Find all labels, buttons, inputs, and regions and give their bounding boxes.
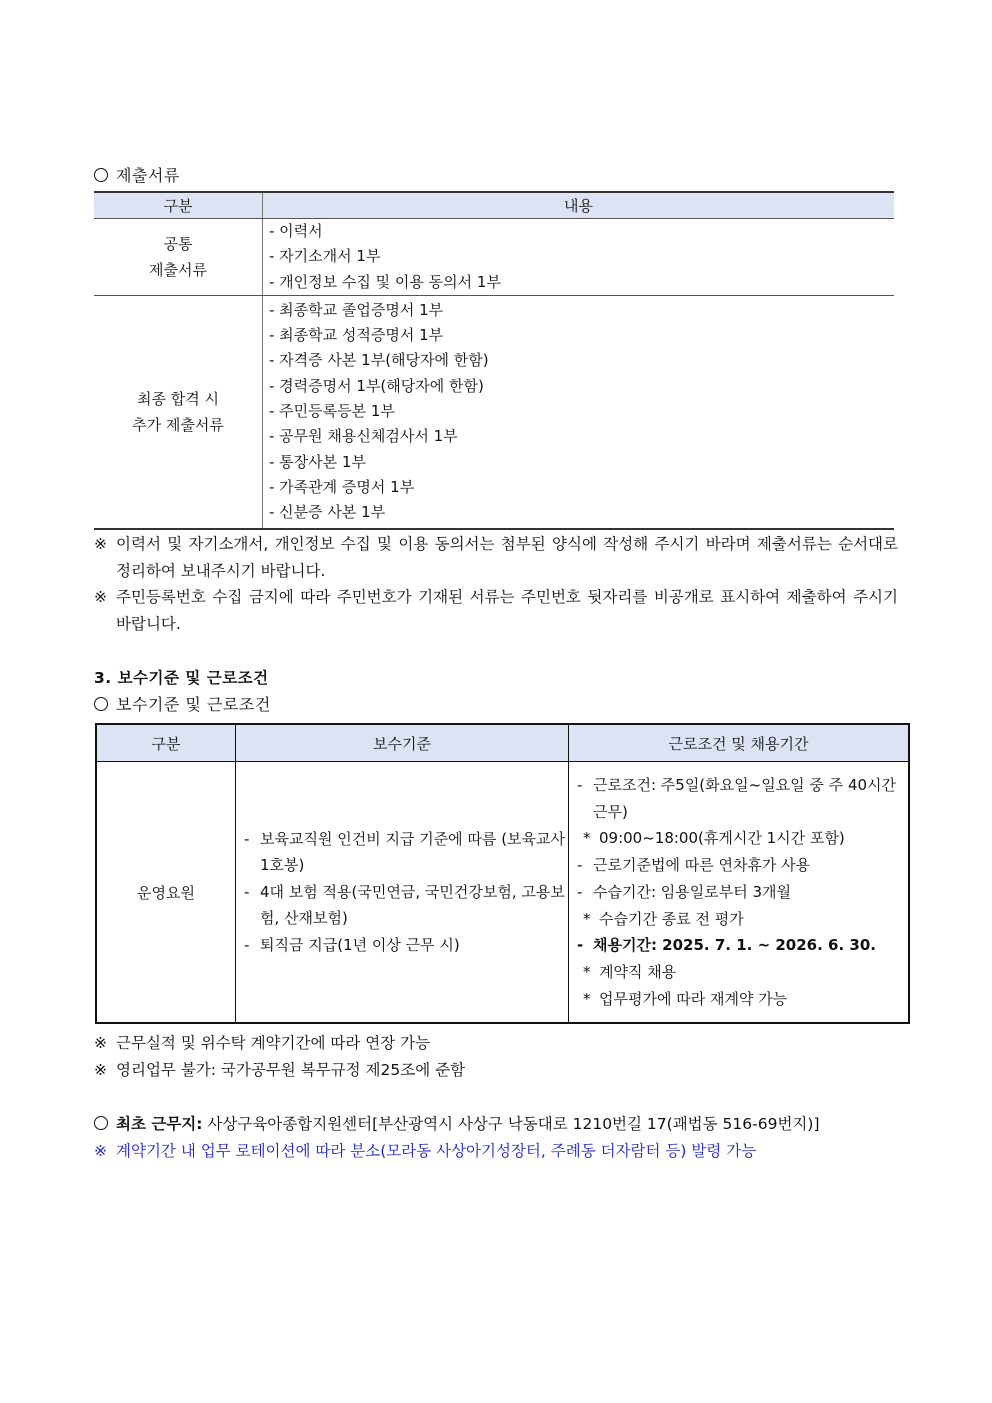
list-item: - 근로기준법에 따른 연차휴가 사용 <box>577 856 811 875</box>
pay-heading: 보수기준 및 근로조건 <box>94 692 271 715</box>
list-item: - 근로조건: 주5일(화요일~일요일 중 주 40시간 근무) <box>577 776 897 821</box>
list-item: - 경력증명서 1부(해당자에 한함) <box>269 376 484 395</box>
list-item: - 개인정보 수집 및 이용 동의서 1부 <box>269 272 501 291</box>
list-item: - 공무원 채용신체검사서 1부 <box>269 427 458 446</box>
docs-final-items <box>263 295 895 528</box>
pay-conditions-list <box>569 762 910 1024</box>
reference-mark-icon: ※ <box>94 1141 107 1160</box>
list-item: - 가족관계 증명서 1부 <box>269 477 415 496</box>
list-item: - 퇴직금 지급(1년 이상 근무 시) <box>244 935 460 954</box>
note-item: ※ 영리업무 불가: 국가공무원 복무규정 제25조에 준함 <box>94 1057 465 1084</box>
docs-table <box>94 191 894 530</box>
location-note: ※ 계약기간 내 업무 로테이션에 따라 분소(모라동 사상아기성장터, 주례동 더자람터 등) 발령 가능 <box>94 1138 904 1165</box>
list-sub-item: * 업무평가에 따라 재계약 가능 <box>583 989 788 1008</box>
docs-category-common: 공통 제출서류 <box>94 219 263 296</box>
reference-mark-icon: ※ <box>94 1034 107 1052</box>
list-item: - 자기소개서 1부 <box>269 247 381 266</box>
table-row <box>94 295 894 528</box>
docs-header-category: 구분 <box>94 192 263 219</box>
list-item: - 보육교직원 인건비 지급 기준에 따름 (보육교사 1호봉) <box>244 829 566 875</box>
list-sub-item: * 09:00~18:00(휴게시간 1시간 포함) <box>583 829 845 848</box>
docs-notes <box>94 531 898 637</box>
location-label: 최초 근무지: <box>116 1115 203 1133</box>
pay-notes <box>94 1030 465 1083</box>
circle-bullet-icon <box>94 168 108 182</box>
list-sub-item: * 계약직 채용 <box>583 962 677 981</box>
pay-header-conditions: 근로조건 및 채용기간 <box>569 724 910 762</box>
circle-bullet-icon <box>94 1116 108 1130</box>
reference-mark-icon: ※ <box>94 1060 107 1079</box>
list-item: - 통장사본 1부 <box>269 452 366 471</box>
docs-heading: 제출서류 <box>94 163 180 186</box>
location-value: 사상구육아종합지원센터[부산광역시 사상구 낙동대로 1210번길 17(괘법동 516-69번지)] <box>207 1115 820 1133</box>
circle-bullet-icon <box>94 697 108 711</box>
list-item: - 4대 보험 적용(국민연금, 국민건강보험, 고용보험, 산재보험) <box>244 882 565 928</box>
list-item: - 채용기간: 2025. 7. 1. ~ 2026. 6. 30. <box>577 936 876 955</box>
work-location <box>94 1111 904 1164</box>
list-item: - 최종학교 성적증명서 1부 <box>269 326 444 345</box>
list-item: - 신분증 사본 1부 <box>269 503 386 522</box>
docs-category-final: 최종 합격 시 추가 제출서류 <box>94 295 263 528</box>
docs-common-items <box>263 219 895 296</box>
pay-table <box>95 723 910 1024</box>
section-title: 3. 보수기준 및 근로조건 <box>94 669 269 687</box>
list-item: - 자격증 사본 1부(해당자에 한함) <box>269 351 489 370</box>
reference-mark-icon: ※ <box>94 535 107 553</box>
table-row <box>94 219 894 296</box>
note-item: ※ 근무실적 및 위수탁 계약기간에 따라 연장 가능 <box>94 1030 465 1057</box>
list-item: - 수습기간: 임용일로부터 3개월 <box>577 882 792 901</box>
list-item: - 최종학교 졸업증명서 1부 <box>269 300 444 319</box>
reference-mark-icon: ※ <box>94 588 107 606</box>
note-item: ※ 주민등록번호 수집 금지에 따라 주민번호가 기재된 서류는 주민번호 뒷자리를 비공개로 표시하여 제출하여 주시기 바랍니다. <box>94 584 898 637</box>
list-item: - 주민등록등본 1부 <box>269 402 395 421</box>
docs-header-content: 내용 <box>263 192 895 219</box>
table-row <box>96 762 909 1024</box>
note-item: ※ 이력서 및 자기소개서, 개인정보 수집 및 이용 동의서는 첨부된 양식에 작성해 주시기 바라며 제출서류는 순서대로 정리하여 보내주시기 바랍니다. <box>94 531 898 584</box>
list-sub-item: * 수습기간 종료 전 평가 <box>583 909 744 928</box>
pay-header-category: 구분 <box>96 724 236 762</box>
list-item: - 이력서 <box>269 222 323 240</box>
pay-category: 운영요원 <box>96 762 236 1024</box>
pay-header-standard: 보수기준 <box>236 724 569 762</box>
pay-standard-list <box>236 762 569 1024</box>
